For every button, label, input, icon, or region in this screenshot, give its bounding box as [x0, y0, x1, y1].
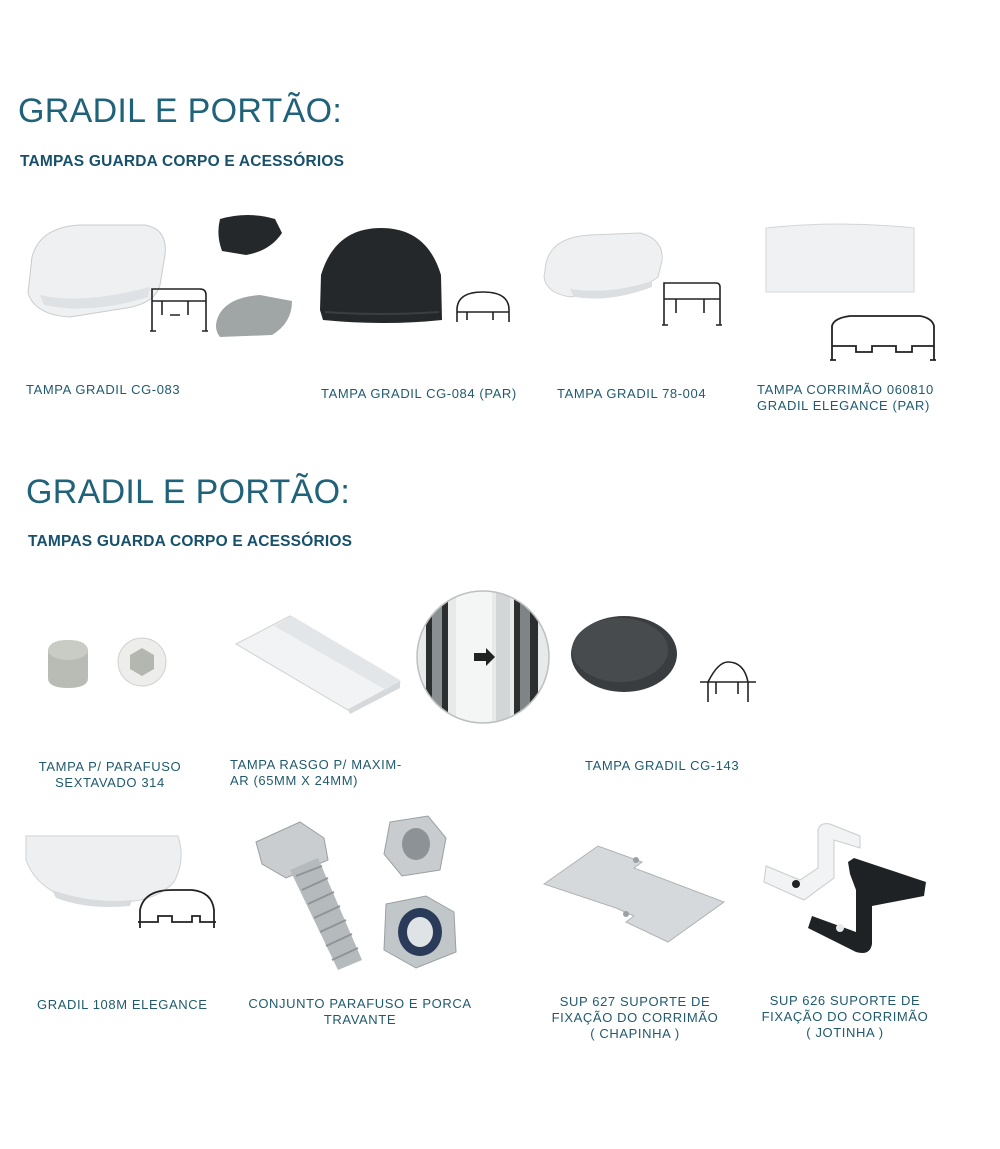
- product-image-108m: [22, 830, 222, 940]
- product-image-78-004: [540, 225, 740, 335]
- product-image-sup-627: [540, 842, 730, 947]
- product-label-060810: TAMPA CORRIMÃO 060810 GRADIL ELEGANCE (PAR): [757, 382, 934, 413]
- product-label-parafuso-porca: CONJUNTO PARAFUSO E PORCA TRAVANTE: [248, 996, 472, 1027]
- product-image-tampa-rasgo: [230, 608, 410, 718]
- product-label-cg-084: TAMPA GRADIL CG-084 (PAR): [321, 386, 517, 401]
- product-label-cg-083: TAMPA GRADIL CG-083: [26, 382, 181, 397]
- section-2-title: GRADIL E PORTÃO:: [26, 473, 351, 511]
- product-image-tampa-parafuso: [40, 630, 180, 700]
- product-image-cg-143: [568, 610, 758, 710]
- section-1-subtitle: TAMPAS GUARDA CORPO E ACESSÓRIOS: [20, 153, 345, 170]
- product-label-78-004: TAMPA GRADIL 78-004: [557, 386, 707, 401]
- product-label-sup-626: SUP 626 SUPORTE DE FIXAÇÃO DO CORRIMÃO ( JOTINHA ): [761, 993, 929, 1040]
- product-image-060810: [760, 222, 940, 362]
- section-2-subtitle: TAMPAS GUARDA CORPO E ACESSÓRIOS: [28, 533, 353, 550]
- section-1-title: GRADIL E PORTÃO:: [18, 92, 343, 130]
- product-detail-photo: [416, 590, 550, 724]
- product-image-parafuso-porca: [250, 812, 480, 982]
- product-label-tampa-rasgo: TAMPA RASGO P/ MAXIM- AR (65MM X 24MM): [230, 757, 402, 788]
- product-label-cg-143: TAMPA GRADIL CG-143: [585, 758, 740, 773]
- product-image-cg-083: [20, 205, 300, 355]
- product-image-cg-084: [315, 220, 525, 335]
- product-label-108m: GRADIL 108M ELEGANCE: [37, 997, 208, 1012]
- product-image-sup-626: [760, 818, 940, 968]
- product-label-tampa-parafuso: TAMPA P/ PARAFUSO SEXTAVADO 314: [38, 759, 182, 790]
- product-label-sup-627: SUP 627 SUPORTE DE FIXAÇÃO DO CORRIMÃO ( CHAPINHA ): [551, 994, 719, 1041]
